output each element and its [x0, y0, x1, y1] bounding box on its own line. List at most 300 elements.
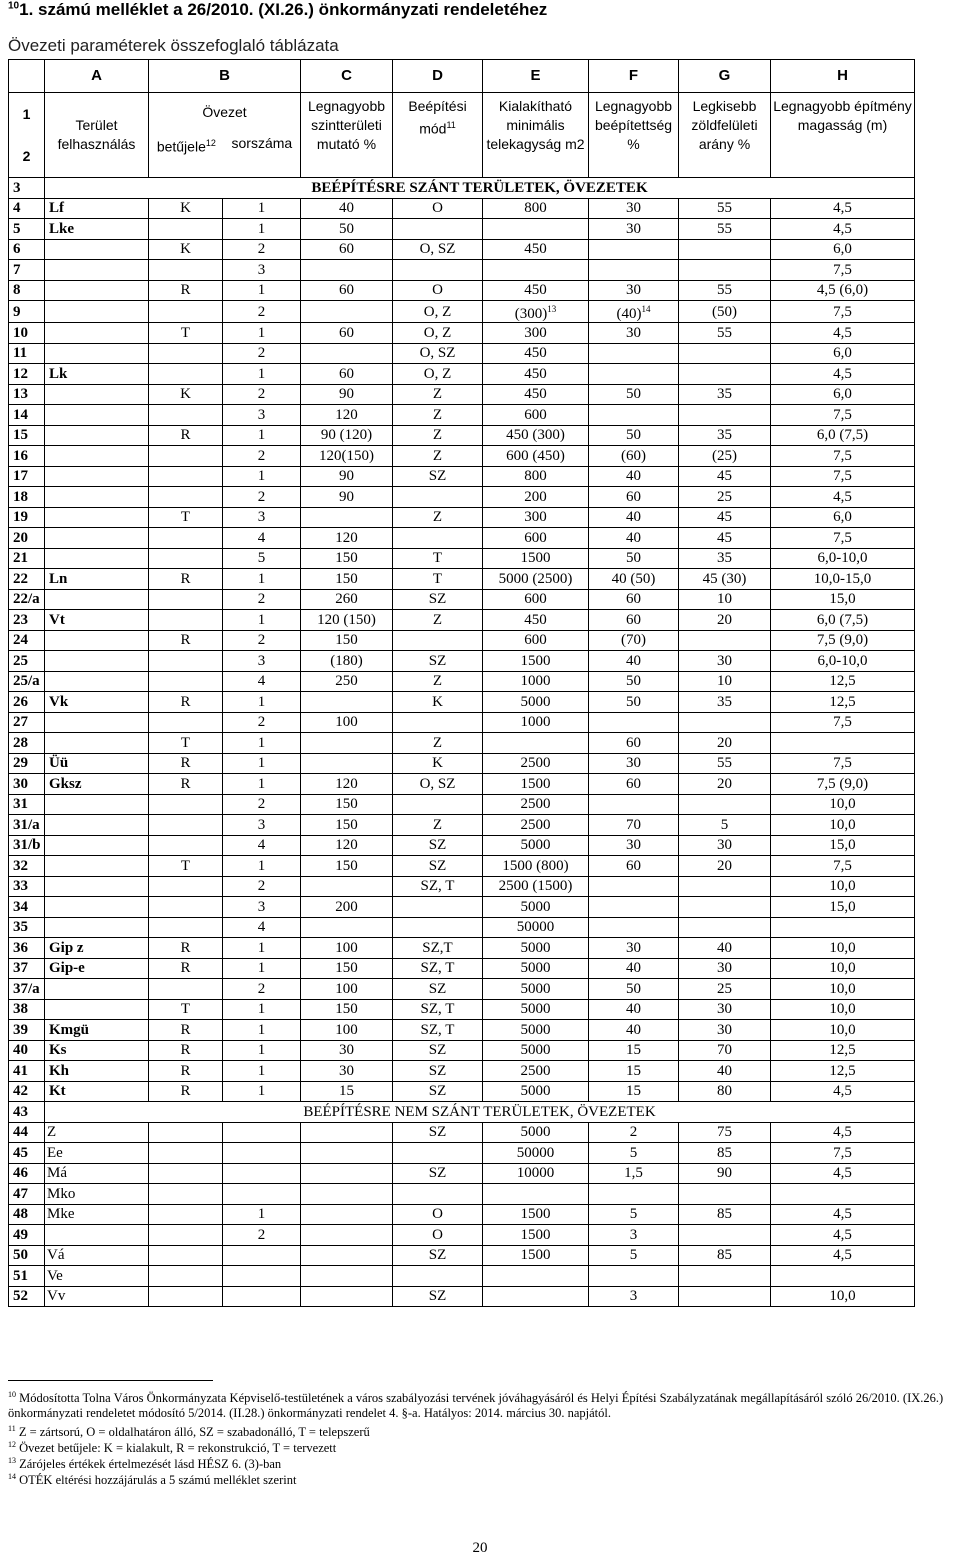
cell-e: [393, 712, 483, 733]
cell-a: Vv: [45, 1286, 149, 1307]
cell-e: SZ, T: [393, 1020, 483, 1041]
cell-d: 150: [301, 630, 393, 651]
cell-a: [45, 280, 149, 301]
cell-d: 150: [301, 958, 393, 979]
table-row: [9, 1040, 915, 1061]
cell-h: 20: [679, 610, 771, 631]
row-number: 27: [9, 712, 45, 733]
row-number: 12: [9, 364, 45, 385]
cell-h: 55: [679, 198, 771, 219]
cell-d: 40: [301, 198, 393, 219]
cell-d: [301, 1122, 393, 1143]
cell-h: 10: [679, 671, 771, 692]
cell-h: 10: [679, 589, 771, 610]
cell-b: [149, 610, 223, 631]
table-row: [9, 979, 915, 1000]
cell-h: 90: [679, 1163, 771, 1184]
cell-i: 4,5: [771, 1204, 915, 1225]
cell-i: 15,0: [771, 835, 915, 856]
table-row: [9, 1184, 915, 1205]
cell-d: 120(150): [301, 446, 393, 467]
table-row: [9, 630, 915, 651]
table-row: [9, 466, 915, 487]
cell-f: 1500: [483, 1204, 589, 1225]
row-number: 50: [9, 1245, 45, 1266]
cell-c: [223, 1143, 301, 1164]
cell-c: 2: [223, 630, 301, 651]
cell-b: R: [149, 1081, 223, 1102]
cell-a: [45, 835, 149, 856]
cell-d: 150: [301, 569, 393, 590]
cell-a: [45, 671, 149, 692]
cell-a: Gip z: [45, 938, 149, 959]
row-number: 25: [9, 651, 45, 672]
cell-b: T: [149, 999, 223, 1020]
cell-e: [393, 1266, 483, 1287]
cell-i: 15,0: [771, 897, 915, 918]
cell-g: [589, 239, 679, 260]
cell-d: [301, 1143, 393, 1164]
cell-d: [301, 753, 393, 774]
cell-b: K: [149, 198, 223, 219]
cell-h: 35: [679, 384, 771, 405]
cell-e: SZ, T: [393, 876, 483, 897]
cell-a: Kh: [45, 1061, 149, 1082]
cell-i: 10,0: [771, 979, 915, 1000]
cell-f: [483, 1286, 589, 1307]
cell-g: 60: [589, 610, 679, 631]
cell-g: [589, 712, 679, 733]
cell-c: 1: [223, 1081, 301, 1102]
cell-b: [149, 1266, 223, 1287]
cell-g: [589, 876, 679, 897]
cell-b: [149, 364, 223, 385]
table-row: [9, 301, 915, 323]
cell-i: 7,5 (9,0): [771, 774, 915, 795]
row-number: 29: [9, 753, 45, 774]
cell-a: [45, 343, 149, 364]
row-number: 31/a: [9, 815, 45, 836]
cell-e: SZ, T: [393, 999, 483, 1020]
cell-d: [301, 917, 393, 938]
cell-h: 45 (30): [679, 569, 771, 590]
cell-b: [149, 1204, 223, 1225]
cell-c: 1: [223, 1061, 301, 1082]
cell-h: 55: [679, 323, 771, 344]
cell-g: [589, 917, 679, 938]
cell-g: 40: [589, 651, 679, 672]
cell-d: 120: [301, 774, 393, 795]
cell-h: 85: [679, 1245, 771, 1266]
section-row: [9, 1102, 915, 1123]
cell-h: 40: [679, 938, 771, 959]
cell-g: [589, 794, 679, 815]
cell-d: 15: [301, 1081, 393, 1102]
cell-a: Kmgü: [45, 1020, 149, 1041]
cell-d: [301, 343, 393, 364]
cell-g: 50: [589, 425, 679, 446]
cell-f: 1000: [483, 671, 589, 692]
cell-a: [45, 733, 149, 754]
cell-c: 1: [223, 569, 301, 590]
cell-g: [589, 364, 679, 385]
cell-c: [223, 1122, 301, 1143]
cell-d: [301, 1204, 393, 1225]
cell-b: [149, 260, 223, 281]
cell-i: 10,0: [771, 794, 915, 815]
table-row: [9, 671, 915, 692]
cell-h: 35: [679, 425, 771, 446]
cell-e: SZ: [393, 1286, 483, 1307]
cell-b: R: [149, 753, 223, 774]
cell-c: [223, 1286, 301, 1307]
cell-e: SZ: [393, 1061, 483, 1082]
cell-g: 60: [589, 589, 679, 610]
cell-b: [149, 301, 223, 323]
cell-c: 1: [223, 198, 301, 219]
cell-d: [301, 301, 393, 323]
cell-b: [149, 219, 223, 240]
cell-a: [45, 856, 149, 877]
cell-h: 75: [679, 1122, 771, 1143]
row-number: 19: [9, 507, 45, 528]
cell-h: 55: [679, 753, 771, 774]
cell-f: 600: [483, 589, 589, 610]
cell-b: R: [149, 1040, 223, 1061]
cell-f: 50000: [483, 1143, 589, 1164]
cell-g: [589, 405, 679, 426]
cell-c: 2: [223, 589, 301, 610]
cell-h: 80: [679, 1081, 771, 1102]
cell-a: [45, 507, 149, 528]
cell-f: 1500: [483, 548, 589, 569]
row-number: 42: [9, 1081, 45, 1102]
section-row: [9, 178, 915, 199]
row-number: 13: [9, 384, 45, 405]
cell-i: 10,0-15,0: [771, 569, 915, 590]
cell-i: 7,5: [771, 753, 915, 774]
cell-a: [45, 630, 149, 651]
cell-e: SZ: [393, 589, 483, 610]
cell-g: 30: [589, 280, 679, 301]
header-beepitettseg: Legnagyobb beépítettség %: [589, 93, 679, 178]
cell-g: 50: [589, 671, 679, 692]
table-row: [9, 569, 915, 590]
cell-b: R: [149, 280, 223, 301]
cell-b: [149, 651, 223, 672]
footnote: $^{13}$ Zárójeles értékek értelmezését lásd HÉSZ 6. (3)-ban: [8, 1456, 282, 1472]
cell-e: K: [393, 692, 483, 713]
cell-f: 5000: [483, 1122, 589, 1143]
cell-g: 50: [589, 979, 679, 1000]
cell-e: SZ: [393, 1040, 483, 1061]
table-row: [9, 323, 915, 344]
cell-g: 2: [589, 1122, 679, 1143]
cell-f: 450: [483, 280, 589, 301]
cell-i: 6,0: [771, 384, 915, 405]
cell-g: 60: [589, 733, 679, 754]
row-number: 37/a: [9, 979, 45, 1000]
table-header-row: 1 2 Terület felhasználás Övezet betűjele$^{12}$ sorszáma Legnagyobb szintterületi mutató % Beépítési mód$^{11}$ Kialakítható minimális telekagyság m2 Legnagyobb beépítettség % Legkisebb zöldfelületi arány % Legnagyobb építmény magasság (m): [9, 93, 915, 178]
cell-c: 4: [223, 671, 301, 692]
cell-c: 1: [223, 856, 301, 877]
cell-h: 70: [679, 1040, 771, 1061]
table-row: [9, 260, 915, 281]
row-number: 11: [9, 343, 45, 364]
cell-i: 4,5: [771, 198, 915, 219]
cell-f: 450: [483, 364, 589, 385]
cell-i: 7,5: [771, 446, 915, 467]
cell-d: 90: [301, 487, 393, 508]
cell-i: 7,5: [771, 528, 915, 549]
cell-e: [393, 260, 483, 281]
cell-h: 20: [679, 774, 771, 795]
cell-e: O: [393, 1225, 483, 1246]
cell-i: 7,5: [771, 712, 915, 733]
cell-h: 25: [679, 487, 771, 508]
cell-i: 4,5: [771, 487, 915, 508]
cell-i: 6,0: [771, 343, 915, 364]
cell-b: [149, 712, 223, 733]
row-number: 8: [9, 280, 45, 301]
row-number: 28: [9, 733, 45, 754]
cell-c: 3: [223, 897, 301, 918]
table-row: [9, 1081, 915, 1102]
table-row: [9, 794, 915, 815]
cell-i: [771, 917, 915, 938]
cell-b: R: [149, 425, 223, 446]
cell-h: [679, 364, 771, 385]
cell-d: 150: [301, 815, 393, 836]
cell-c: 5: [223, 548, 301, 569]
row-number: 38: [9, 999, 45, 1020]
cell-a: Ee: [45, 1143, 149, 1164]
cell-a: [45, 917, 149, 938]
cell-c: 4: [223, 917, 301, 938]
table-row: [9, 835, 915, 856]
cell-b: [149, 405, 223, 426]
cell-g: 50: [589, 548, 679, 569]
cell-b: [149, 1143, 223, 1164]
cell-g: 30: [589, 753, 679, 774]
cell-h: 45: [679, 507, 771, 528]
cell-a: Ln: [45, 569, 149, 590]
cell-e: SZ,T: [393, 938, 483, 959]
cell-c: 2: [223, 794, 301, 815]
cell-g: 30: [589, 835, 679, 856]
cell-i: 7,5: [771, 301, 915, 323]
cell-i: 6,0: [771, 507, 915, 528]
cell-c: 2: [223, 876, 301, 897]
cell-i: 6,0-10,0: [771, 548, 915, 569]
cell-d: 120: [301, 835, 393, 856]
cell-b: [149, 671, 223, 692]
cell-b: [149, 343, 223, 364]
cell-g: 5: [589, 1143, 679, 1164]
row-number: 43: [9, 1102, 45, 1123]
cell-c: 1: [223, 610, 301, 631]
cell-c: [223, 1184, 301, 1205]
table-row: [9, 856, 915, 877]
cell-e: Z: [393, 405, 483, 426]
cell-d: [301, 1286, 393, 1307]
cell-b: [149, 466, 223, 487]
cell-b: [149, 835, 223, 856]
cell-d: 100: [301, 712, 393, 733]
cell-f: 300: [483, 323, 589, 344]
cell-b: R: [149, 1020, 223, 1041]
cell-g: 50: [589, 692, 679, 713]
cell-f: 2500: [483, 815, 589, 836]
cell-h: 45: [679, 528, 771, 549]
row-number: 24: [9, 630, 45, 651]
cell-g: 60: [589, 774, 679, 795]
cell-g: (70): [589, 630, 679, 651]
cell-c: 2: [223, 301, 301, 323]
row-number: 37: [9, 958, 45, 979]
cell-g: 40: [589, 528, 679, 549]
table-row: [9, 712, 915, 733]
cell-e: SZ: [393, 835, 483, 856]
cell-d: 60: [301, 239, 393, 260]
cell-c: 1: [223, 1204, 301, 1225]
cell-h: (50): [679, 301, 771, 323]
cell-b: K: [149, 239, 223, 260]
cell-a: [45, 712, 149, 733]
cell-e: Z: [393, 507, 483, 528]
cell-f: 450: [483, 239, 589, 260]
cell-h: 55: [679, 280, 771, 301]
cell-a: Vk: [45, 692, 149, 713]
cell-f: [483, 219, 589, 240]
cell-e: SZ, T: [393, 958, 483, 979]
cell-a: [45, 1225, 149, 1246]
cell-g: 40: [589, 999, 679, 1020]
row-number: 51: [9, 1266, 45, 1287]
cell-a: Üü: [45, 753, 149, 774]
cell-g: [589, 1184, 679, 1205]
table-row: [9, 1143, 915, 1164]
cell-c: 1: [223, 280, 301, 301]
cell-c: [223, 1245, 301, 1266]
cell-g: [589, 897, 679, 918]
cell-i: [771, 1266, 915, 1287]
row-number: 48: [9, 1204, 45, 1225]
cell-c: 1: [223, 753, 301, 774]
cell-h: [679, 405, 771, 426]
row-number: 52: [9, 1286, 45, 1307]
table-row: [9, 897, 915, 918]
cell-c: 1: [223, 1040, 301, 1061]
cell-f: 10000: [483, 1163, 589, 1184]
row-number: 44: [9, 1122, 45, 1143]
cell-g: 50: [589, 384, 679, 405]
cell-e: SZ: [393, 1163, 483, 1184]
cell-e: O, Z: [393, 301, 483, 323]
cell-e: O, SZ: [393, 239, 483, 260]
cell-i: 12,5: [771, 1061, 915, 1082]
cell-a: Lk: [45, 364, 149, 385]
cell-b: [149, 1184, 223, 1205]
cell-c: 2: [223, 712, 301, 733]
table-row: [9, 364, 915, 385]
cell-c: 1: [223, 774, 301, 795]
cell-d: [301, 1245, 393, 1266]
cell-i: [771, 1184, 915, 1205]
zone-parameters-table: [8, 59, 915, 1307]
cell-g: 60: [589, 487, 679, 508]
cell-a: [45, 323, 149, 344]
cell-c: 1: [223, 1020, 301, 1041]
cell-i: 12,5: [771, 692, 915, 713]
table-row: [9, 589, 915, 610]
cell-e: [393, 1143, 483, 1164]
cell-c: 1: [223, 692, 301, 713]
cell-a: [45, 301, 149, 323]
cell-f: 600: [483, 630, 589, 651]
document-title: $^{10}$1. számú melléklet a 26/2010. (XI.26.) önkormányzati rendeletéhez: [8, 0, 548, 19]
row-number: 18: [9, 487, 45, 508]
cell-f: 5000: [483, 999, 589, 1020]
header-magassag: Legnagyobb építmény magasság (m): [771, 93, 915, 178]
table-row: [9, 651, 915, 672]
cell-d: [301, 507, 393, 528]
table-row: [9, 610, 915, 631]
cell-h: 55: [679, 219, 771, 240]
cell-f: 2500: [483, 794, 589, 815]
cell-h: [679, 239, 771, 260]
row-number: 49: [9, 1225, 45, 1246]
cell-b: [149, 1225, 223, 1246]
cell-e: SZ: [393, 1081, 483, 1102]
cell-a: [45, 405, 149, 426]
row-number: 47: [9, 1184, 45, 1205]
table-row: [9, 405, 915, 426]
row-number: 46: [9, 1163, 45, 1184]
cell-a: [45, 651, 149, 672]
row-number: 21: [9, 548, 45, 569]
cell-a: [45, 260, 149, 281]
cell-e: T: [393, 569, 483, 590]
cell-b: K: [149, 384, 223, 405]
cell-c: 2: [223, 487, 301, 508]
cell-c: 1: [223, 938, 301, 959]
header-zoldfelulet: Legkisebb zöldfelületi arány %: [679, 93, 771, 178]
table-subtitle: Övezeti paraméterek összefoglaló táblázata: [8, 36, 339, 55]
cell-b: [149, 1286, 223, 1307]
cell-d: 120: [301, 528, 393, 549]
header-terulet: Terület felhasználás: [45, 93, 149, 178]
cell-f: 50000: [483, 917, 589, 938]
cell-i: 7,5: [771, 405, 915, 426]
cell-e: [393, 794, 483, 815]
cell-b: R: [149, 938, 223, 959]
cell-c: [223, 1163, 301, 1184]
cell-h: [679, 343, 771, 364]
cell-h: 85: [679, 1143, 771, 1164]
cell-i: 7,5: [771, 1143, 915, 1164]
cell-c: 2: [223, 384, 301, 405]
table-row: [9, 384, 915, 405]
cell-f: 5000: [483, 938, 589, 959]
cell-h: [679, 1266, 771, 1287]
cell-i: 4,5: [771, 219, 915, 240]
cell-f: [483, 1266, 589, 1287]
cell-g: 15: [589, 1081, 679, 1102]
cell-g: $(40)^{14}$: [589, 301, 679, 323]
row-number: 39: [9, 1020, 45, 1041]
cell-d: 100: [301, 979, 393, 1000]
